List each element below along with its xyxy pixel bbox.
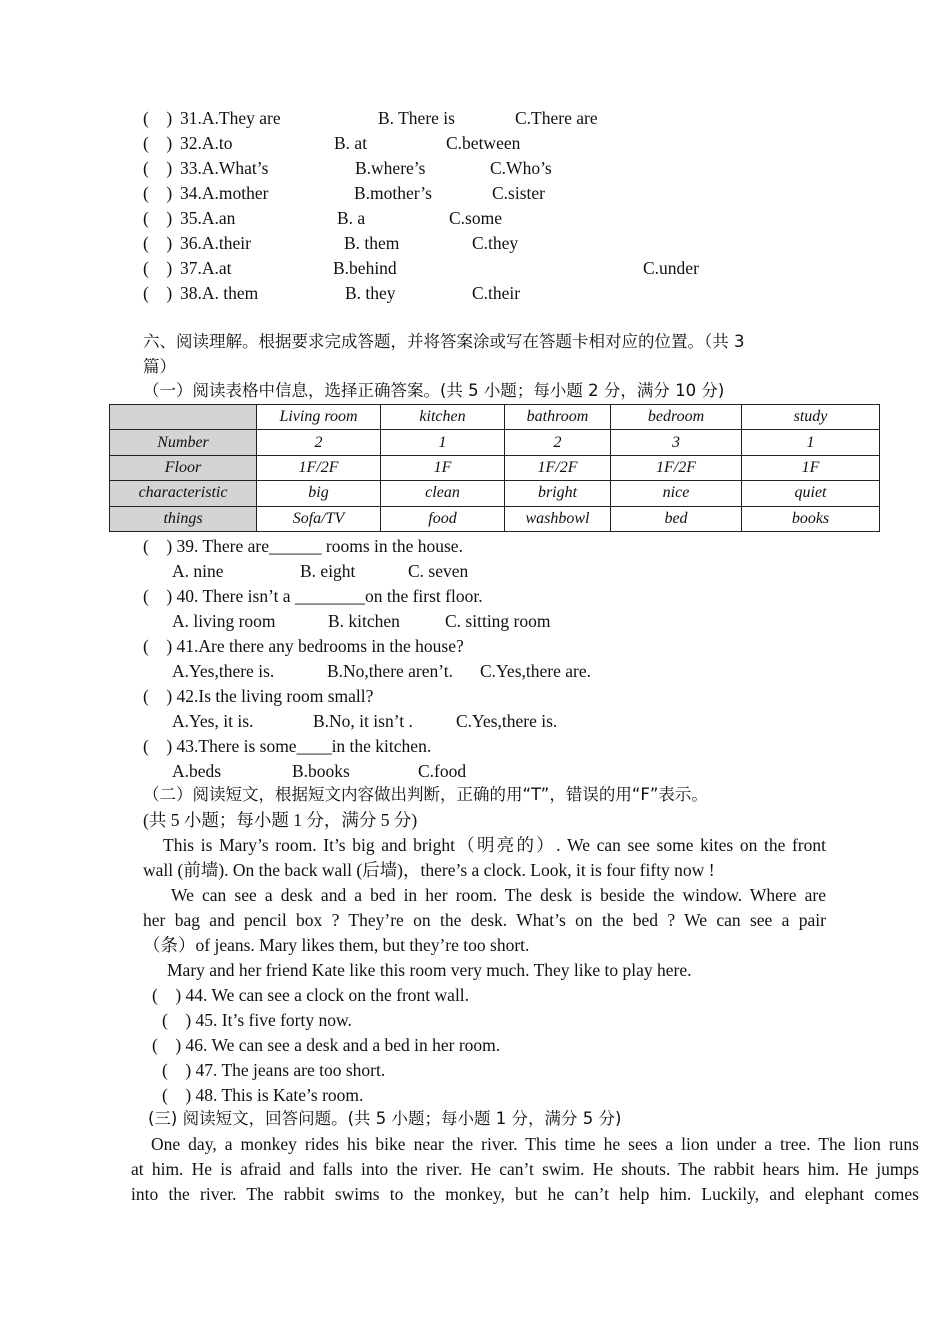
table-cell: 1F/2F [505, 455, 611, 480]
choice-option-c: C.under [643, 258, 699, 278]
choice-option-b: B. There is [378, 108, 455, 128]
choice-stem: 36.A.their [180, 233, 251, 253]
judge-question: ( ) 45. It’s five forty now. [162, 1010, 352, 1030]
table-cell: 1F [381, 455, 505, 480]
choice-stem: 31.A.They are [180, 108, 281, 128]
option-a: A.Yes, it is. [172, 711, 254, 731]
choice-stem: 37.A.at [180, 258, 232, 278]
table-cell: 2 [505, 430, 611, 455]
table-cell: 1F/2F [257, 455, 381, 480]
table-cell: 1 [381, 430, 505, 455]
option-c: C. sitting room [445, 611, 551, 631]
part2-heading-cont: (共 5 小题；每小题 1 分，满分 5 分) [143, 810, 418, 830]
judge-question: ( ) 44. We can see a clock on the front wall. [152, 985, 470, 1005]
passage-line: Mary and her friend Kate like this room very much. They like to play here. [167, 960, 692, 980]
answer-paren[interactable]: ( ) [143, 283, 173, 303]
question-stem: ( ) 43.There is some____in the kitchen. [143, 736, 432, 756]
row-header: characteristic [110, 481, 257, 506]
choice-option-c: C.their [472, 283, 521, 303]
option-b: B. kitchen [328, 611, 400, 631]
table-cell: quiet [742, 481, 880, 506]
row-header: things [110, 506, 257, 531]
option-a: A.beds [172, 761, 222, 781]
choice-option-b: B.mother’s [354, 183, 432, 203]
judge-question: ( ) 47. The jeans are too short. [162, 1060, 386, 1080]
choice-option-c: C.Who’s [490, 158, 552, 178]
column-header: kitchen [381, 405, 505, 430]
option-b: B.No, it isn’t . [313, 711, 413, 731]
question-stem: ( ) 39. There are______ rooms in the house. [143, 536, 463, 556]
choice-option-b: B. a [337, 208, 366, 228]
row-header: Floor [110, 455, 257, 480]
answer-paren[interactable]: ( ) [143, 258, 173, 278]
passage-line: wall (前墙). On the back wall (后墙)，there’s a clock. Look, it is four fifty now ! [143, 860, 715, 880]
choice-stem: 32.A.to [180, 133, 233, 153]
question-stem: ( ) 40. There isn’t a ________on the first floor. [143, 586, 483, 606]
part1-heading: （一）阅读表格中信息，选择正确答案。(共 5 小题；每小题 2 分，满分 10 分) [143, 381, 725, 400]
answer-paren[interactable]: ( ) [143, 208, 173, 228]
choice-option-b: B. they [345, 283, 396, 303]
table-cell: bed [611, 506, 742, 531]
table-cell: nice [611, 481, 742, 506]
question-stem: ( ) 42.Is the living room small? [143, 686, 374, 706]
row-header: Number [110, 430, 257, 455]
question-stem: ( ) 41.Are there any bedrooms in the house? [143, 636, 464, 656]
choice-option-c: C.between [446, 133, 521, 153]
table-row [110, 455, 880, 480]
option-c: C.Yes,there is. [456, 711, 558, 731]
choice-option-b: B. them [344, 233, 400, 253]
option-a: A. nine [172, 561, 224, 581]
table-cell: 1F [742, 455, 880, 480]
option-c: C.Yes,there are. [480, 661, 591, 681]
option-b: B.No,there aren’t. [327, 661, 454, 681]
passage-line: into the river. The rabbit swims to the monkey, but he can’t help him. Luckily, and elephant comes [131, 1184, 919, 1204]
option-b: B.books [292, 761, 350, 781]
judge-question: ( ) 46. We can see a desk and a bed in her room. [152, 1035, 501, 1055]
table-cell: 1 [742, 430, 880, 455]
table-row [110, 506, 880, 531]
choice-option-b: B. at [334, 133, 368, 153]
room-info-table [109, 404, 880, 532]
table-cell: 1F/2F [611, 455, 742, 480]
answer-paren[interactable]: ( ) [143, 183, 173, 203]
passage-line: This is Mary’s room. It’s big and bright（明亮的）. We can see some kites on the front [163, 835, 826, 855]
table-cell: books [742, 506, 880, 531]
table-cell: washbowl [505, 506, 611, 531]
choice-stem: 33.A.What’s [180, 158, 269, 178]
table-cell: food [381, 506, 505, 531]
table-row [110, 430, 880, 455]
table-header-row [110, 405, 880, 430]
table-row [110, 481, 880, 506]
choice-option-b: B.behind [333, 258, 397, 278]
table-cell: bright [505, 481, 611, 506]
choice-option-c: C.There are [515, 108, 598, 128]
passage-line: We can see a desk and a bed in her room. The desk is beside the window. Where are [171, 885, 826, 905]
passage-line: her bag and pencil box ? They’re on the desk. What’s on the bed ? We can see a pair [143, 910, 826, 930]
passage-line: One day, a monkey rides his bike near the river. This time he sees a lion under a tree. The lion runs [151, 1134, 919, 1154]
choice-stem: 34.A.mother [180, 183, 269, 203]
section-heading-cont: 篇） [143, 357, 176, 376]
choice-option-b: B.where’s [355, 158, 426, 178]
choice-option-c: C.they [472, 233, 519, 253]
option-b: B. eight [300, 561, 356, 581]
column-header: Living room [257, 405, 381, 430]
option-c: C.food [418, 761, 467, 781]
passage-line: at him. He is afraid and falls into the river. He can’t swim. He shouts. The rabbit hears him. He jumps [131, 1159, 919, 1179]
option-a: A.Yes,there is. [172, 661, 275, 681]
section-heading: 六、阅读理解。根据要求完成答题，并将答案涂或写在答题卡相对应的位置。（共 3 [143, 332, 745, 351]
answer-paren[interactable]: ( ) [143, 108, 173, 128]
answer-paren[interactable]: ( ) [143, 133, 173, 153]
table-cell: Sofa/TV [257, 506, 381, 531]
judge-question: ( ) 48. This is Kate’s room. [162, 1085, 364, 1105]
choice-option-c: C.sister [492, 183, 545, 203]
table-cell: clean [381, 481, 505, 506]
answer-paren[interactable]: ( ) [143, 233, 173, 253]
option-c: C. seven [408, 561, 469, 581]
column-header: bathroom [505, 405, 611, 430]
choice-option-c: C.some [449, 208, 502, 228]
table-cell: big [257, 481, 381, 506]
table-cell: 3 [611, 430, 742, 455]
choice-stem: 38.A. them [180, 283, 259, 303]
table-corner-cell [110, 405, 257, 430]
choice-stem: 35.A.an [180, 208, 236, 228]
option-a: A. living room [172, 611, 276, 631]
part3-heading: (三) 阅读短文，回答问题。(共 5 小题；每小题 1 分，满分 5 分) [148, 1109, 622, 1128]
column-header: study [742, 405, 880, 430]
answer-paren[interactable]: ( ) [143, 158, 173, 178]
table-cell: 2 [257, 430, 381, 455]
part2-heading: （二）阅读短文，根据短文内容做出判断，正确的用“T”，错误的用“F”表示。 [143, 785, 708, 804]
column-header: bedroom [611, 405, 742, 430]
passage-line: （条）of jeans. Mary likes them, but they’re too short. [143, 935, 530, 955]
